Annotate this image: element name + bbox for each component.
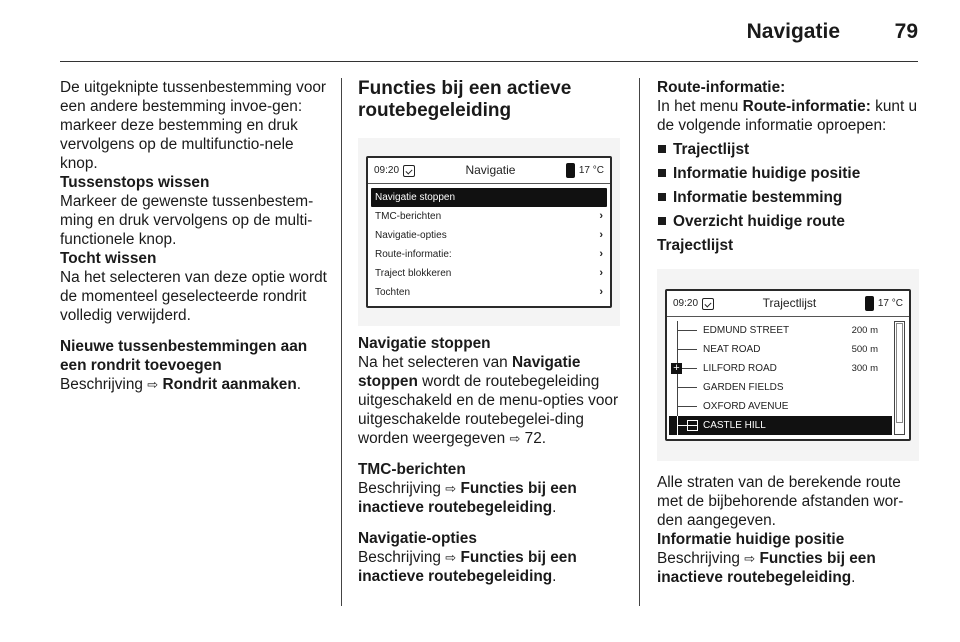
street-distance: 500 m	[851, 344, 878, 355]
screen-title: Trajectlijst	[762, 296, 817, 310]
chevron-right-icon: ›	[599, 286, 603, 298]
reference-link[interactable]: Functies bij een inactieve routebegeleiding	[358, 480, 577, 516]
body-text: Na het selecteren van	[358, 354, 508, 371]
destination-flag-icon	[687, 420, 698, 431]
clock-time: 09:20	[673, 298, 699, 309]
section-body	[358, 479, 620, 517]
thermometer-icon	[566, 163, 575, 178]
temperature: 17 °C	[578, 165, 604, 176]
list-item: Overzicht huidige route	[657, 212, 919, 231]
arrow-right-icon: ⇨	[445, 481, 457, 496]
route-row[interactable]	[669, 321, 892, 340]
body-text: .	[296, 376, 302, 393]
clock-icon	[702, 298, 714, 310]
menu-item-navigation-stop[interactable]	[371, 188, 607, 207]
column-divider	[341, 78, 342, 606]
street-distance: 300 m	[851, 363, 878, 374]
expand-plus-icon[interactable]: +	[671, 363, 682, 374]
body-bold: Navigatie stoppen	[358, 354, 581, 390]
menu-item-tours[interactable]	[371, 283, 607, 302]
clock-icon	[403, 165, 415, 177]
reference-link[interactable]: Functies bij een inactieve routebegeleiding	[358, 549, 577, 585]
tree-connector	[669, 397, 699, 416]
section-body	[358, 548, 620, 586]
page-title: Navigatie	[746, 20, 840, 43]
menu-item-label: Navigatie stoppen	[375, 192, 456, 203]
screen-title: Navigatie	[465, 163, 516, 177]
route-row[interactable]	[669, 397, 892, 416]
section-body	[60, 375, 328, 394]
route-row[interactable]	[669, 359, 892, 378]
tree-connector	[669, 321, 699, 340]
menu-item-block-route[interactable]	[371, 264, 607, 283]
column-2	[358, 78, 620, 586]
route-list	[667, 317, 909, 439]
street-name: CASTLE HILL	[703, 420, 766, 431]
menu-item-tmc[interactable]	[371, 207, 607, 226]
section-heading: Tussenstops wissen	[60, 174, 210, 191]
section-body: Alle straten van de berekende route met de bijbehorende afstanden wor-den aangegeven.	[657, 474, 904, 529]
menu-item-label: Route-informatie:	[375, 249, 452, 260]
tree-connector	[669, 340, 699, 359]
body-text: .	[851, 569, 856, 586]
thermometer-icon	[865, 296, 874, 311]
arrow-right-icon: ⇨	[744, 551, 756, 566]
route-rows	[669, 321, 892, 435]
menu-item-navigation-options[interactable]	[371, 226, 607, 245]
route-list-screen	[665, 289, 911, 441]
body-text: wordt de routebegeleiding uitgeschakeld en de menu-opties voor uitgeschakelde routebegelei-ding worden weergegeven	[358, 373, 619, 447]
body-text: Beschrijving	[60, 376, 143, 393]
section-body	[358, 353, 620, 448]
section-heading: Trajectlijst	[657, 237, 734, 254]
section-title: Functies bij een actieve routebegeleiding	[358, 78, 572, 121]
chevron-right-icon: ›	[599, 267, 603, 279]
list-item: Trajectlijst	[657, 140, 919, 159]
section-body	[657, 549, 919, 587]
body-text: .	[552, 499, 557, 516]
section-heading: Tocht wissen	[60, 250, 157, 267]
chevron-right-icon: ›	[599, 248, 603, 260]
list-item: Informatie bestemming	[657, 188, 919, 207]
section-body: Na het selecteren van deze optie wordt de momenteel geselecteerde rondrit volledig verwijderd.	[60, 269, 327, 324]
tree-connector	[669, 378, 699, 397]
body-text: kunt u de volgende informatie oproepen:	[657, 98, 918, 134]
arrow-right-icon: ⇨	[509, 431, 521, 446]
body-bold: Route-informatie:	[742, 98, 871, 115]
status-bar	[368, 158, 610, 184]
body-text: In het menu	[657, 98, 739, 115]
clock-time: 09:20	[374, 165, 400, 176]
body-text: Beschrijving	[657, 550, 740, 567]
scrollbar-thumb[interactable]	[896, 323, 903, 423]
reference-link[interactable]: Functies bij een inactieve routebegeleiding	[657, 550, 876, 586]
body-text: Beschrijving	[358, 549, 441, 566]
temperature: 17 °C	[877, 298, 903, 309]
section-heading: Navigatie stoppen	[358, 335, 491, 352]
section-body	[657, 97, 919, 135]
navigation-screen-figure	[358, 138, 620, 326]
scrollbar[interactable]	[894, 321, 905, 435]
menu-item-route-info[interactable]	[371, 245, 607, 264]
column-3	[657, 78, 919, 587]
route-row[interactable]	[669, 378, 892, 397]
menu-item-label: Navigatie-opties	[375, 230, 447, 241]
bullet-list	[657, 140, 919, 231]
section-heading: Nieuwe tussenbestemmingen aan een rondrit toevoegen	[60, 338, 308, 374]
street-distance: 200 m	[851, 325, 878, 336]
body-text: .	[552, 568, 557, 585]
body-text: Beschrijving	[358, 480, 441, 497]
section-heading: Informatie huidige positie	[657, 531, 845, 548]
reference-link[interactable]: Rondrit aanmaken	[162, 376, 297, 393]
section-body: Markeer de gewenste tussenbestem-ming en druk vervolgens op de multi-functionele knop.	[60, 193, 314, 248]
arrow-right-icon: ⇨	[147, 377, 159, 392]
arrow-right-icon: ⇨	[445, 550, 457, 565]
page-number: 79	[894, 20, 918, 43]
route-list-screen-figure	[657, 269, 919, 461]
column-1	[60, 78, 328, 394]
chevron-right-icon: ›	[599, 210, 603, 222]
route-row-destination[interactable]	[669, 416, 892, 435]
menu-item-label: Tochten	[375, 287, 411, 298]
menu-list	[368, 184, 610, 306]
column-divider	[639, 78, 640, 606]
street-name: OXFORD AVENUE	[703, 401, 789, 412]
street-name: LILFORD ROAD	[703, 363, 777, 374]
street-name: EDMUND STREET	[703, 325, 790, 336]
page-header	[60, 14, 918, 62]
status-bar	[667, 291, 909, 317]
section-heading: Route-informatie:	[657, 79, 786, 96]
list-item: Informatie huidige positie	[657, 164, 919, 183]
menu-item-label: Traject blokkeren	[375, 268, 452, 279]
street-name: GARDEN FIELDS	[703, 382, 784, 393]
route-row[interactable]	[669, 340, 892, 359]
section-heading: TMC-berichten	[358, 461, 466, 478]
chevron-right-icon: ›	[599, 229, 603, 241]
section-heading: Navigatie-opties	[358, 530, 477, 547]
street-name: NEAT ROAD	[703, 344, 761, 355]
intro-paragraph: De uitgeknipte tussenbestemming voor een andere bestemming invoe-gen: markeer deze bestemming en druk vervolgens op de multifunctio-nele knop.	[60, 79, 327, 172]
navigation-screen	[366, 156, 612, 308]
page-reference[interactable]: 72.	[524, 430, 547, 447]
menu-item-label: TMC-berichten	[375, 211, 442, 222]
